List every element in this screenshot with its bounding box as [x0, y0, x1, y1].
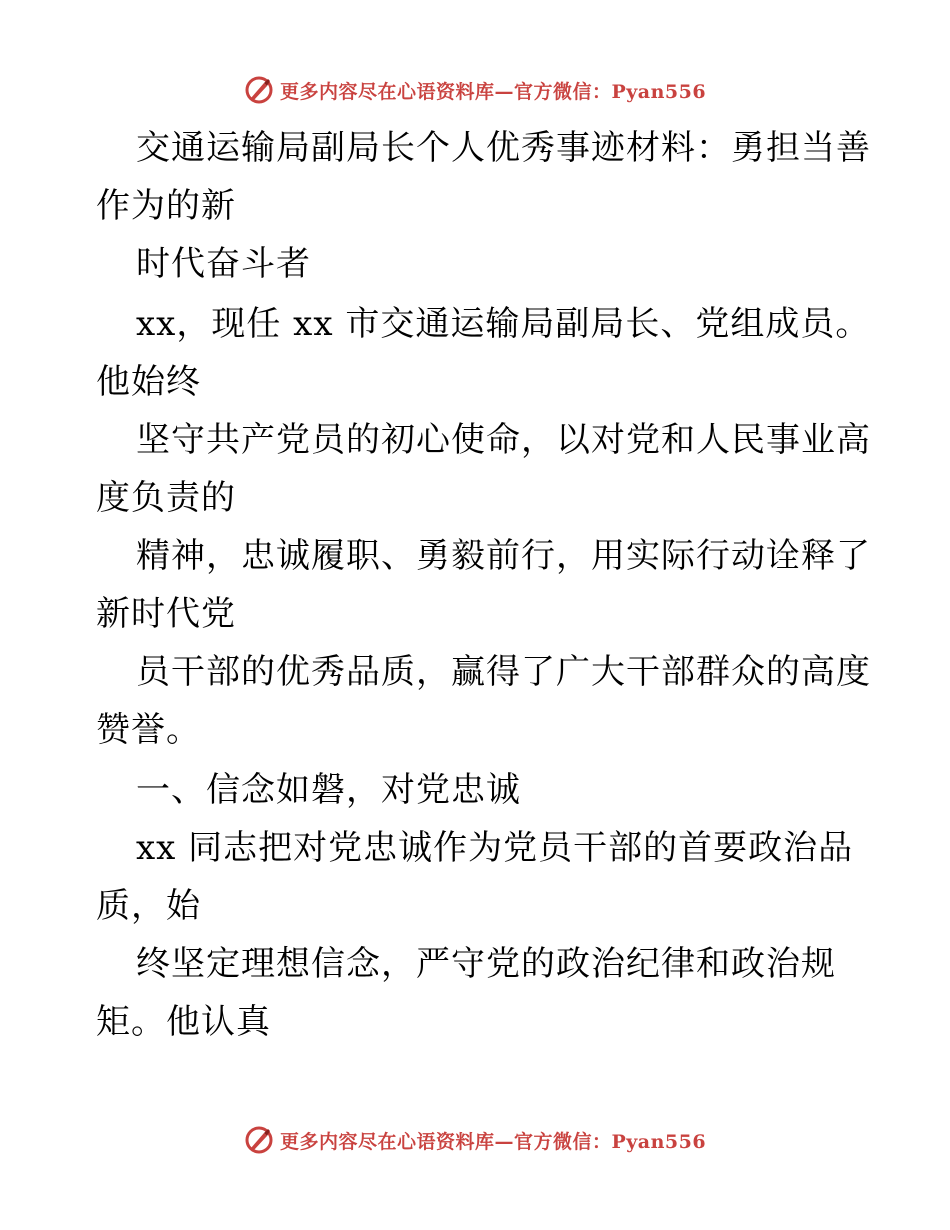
header-banner	[0, 70, 950, 110]
document-line: 他始终	[96, 362, 201, 402]
document-line: 终坚定理想信念，严守党的政治纪律和政治规	[136, 944, 836, 984]
pen-circle-logo-icon	[244, 75, 274, 105]
document-line: 矩。他认真	[96, 1002, 271, 1042]
header-banner-text: 更多内容尽在心语资料库—官方微信：Pyan556	[279, 80, 707, 103]
document-line: 度负责的	[96, 478, 236, 518]
section-heading: 一、信念如磐，对党忠诚	[136, 770, 521, 810]
pen-circle-logo-icon	[244, 1125, 274, 1155]
document-line: xx 同志把对党忠诚作为党员干部的首要政治品	[136, 828, 854, 868]
document-line: xx，现任 xx 市交通运输局副局长、党组成员。	[136, 304, 871, 344]
document-line: 赞誉。	[96, 710, 201, 750]
document-line: 坚守共产党员的初心使命，以对党和人民事业高	[136, 420, 871, 460]
document-line: 精神，忠诚履职、勇毅前行，用实际行动诠释了	[136, 536, 871, 576]
document-line: 交通运输局副局长个人优秀事迹材料：勇担当善	[136, 128, 871, 168]
document-line: 员干部的优秀品质，赢得了广大干部群众的高度	[136, 652, 871, 692]
document-line: 时代奋斗者	[136, 244, 311, 284]
document-line: 作为的新	[96, 186, 236, 226]
document-line: 新时代党	[96, 594, 236, 634]
footer-banner	[0, 1120, 950, 1160]
document-line: 质，始	[96, 886, 201, 926]
footer-banner-text: 更多内容尽在心语资料库—官方微信：Pyan556	[279, 1130, 707, 1153]
